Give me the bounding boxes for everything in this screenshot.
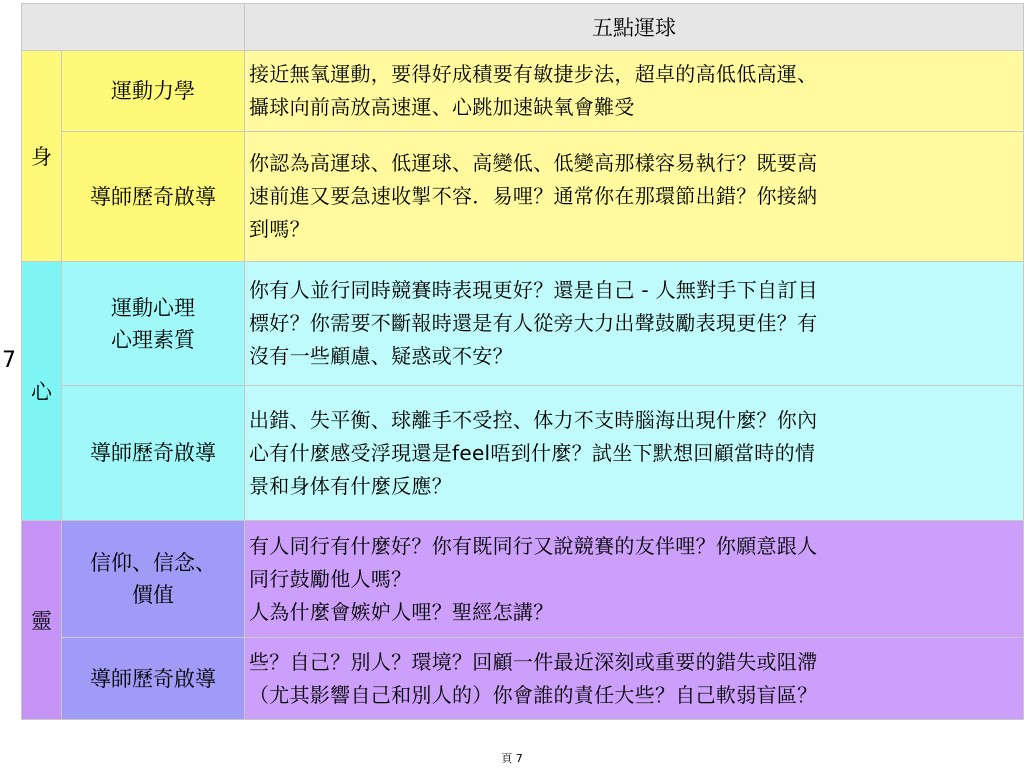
category-cell xyxy=(62,132,245,262)
description-cell xyxy=(245,262,1024,386)
description-line: 到嗎？ xyxy=(249,217,310,241)
description-line: 心有什麼感受浮現還是feel唔到什麼？試坐下默想回顧當時的情 xyxy=(249,440,816,465)
table-row xyxy=(22,386,1024,521)
section-label-spirit: 靈 xyxy=(22,521,62,720)
table-title: 五點運球 xyxy=(245,4,1024,51)
description-line: 人為什麼會嫉妒人哩？聖經怎講？ xyxy=(249,599,554,624)
description-line: 速前進又要急速收掣不容．易哩？通常你在那環節出錯？你接納 xyxy=(249,184,818,208)
description-line: 你認為高運球、低運球、高變低、低變高那樣容易執行？既要高 xyxy=(249,151,818,175)
section-label-body: 身 xyxy=(22,51,62,262)
table-row xyxy=(22,51,1024,132)
category-line: 運動力學 xyxy=(111,79,195,103)
description-cell xyxy=(245,521,1024,638)
side-page-number: 7 xyxy=(2,348,16,373)
description-cell xyxy=(245,638,1024,720)
description-line: （尤其影響自己和別人的）你會誰的責任大些？自己軟弱盲區？ xyxy=(249,682,818,707)
table-row xyxy=(22,521,1024,638)
category-line: 信仰、信念、 xyxy=(90,551,216,575)
description-line: 景和身体有什麼反應？ xyxy=(249,473,452,498)
category-cell xyxy=(62,638,245,720)
description-line: 標好？你需要不斷報時還是有人從旁大力出聲鼓勵表現更佳？有 xyxy=(249,311,818,335)
description-line: 出錯、失平衡、球離手不受控、体力不支時腦海出現什麼？你內 xyxy=(249,407,818,432)
category-cell xyxy=(62,521,245,638)
description-line: 有人同行有什麼好？你有既同行又說競賽的友伴哩？你願意跟人 xyxy=(249,533,818,558)
description-cell xyxy=(245,132,1024,262)
header-row xyxy=(22,4,1024,51)
description-line: 攝球向前高放高速運、心跳加速缺氧會難受 xyxy=(249,95,635,119)
description-line: 你有人並行同時競賽時表現更好？還是自己 - 人無對手下自訂目 xyxy=(249,278,818,302)
category-line: 心理素質 xyxy=(111,327,195,352)
description-line: 同行鼓勵他人嗎？ xyxy=(249,566,412,591)
category-line: 導師歷奇啟導 xyxy=(90,184,216,209)
table-row xyxy=(22,262,1024,386)
section-label-mind: 心 xyxy=(22,262,62,521)
table-row xyxy=(22,132,1024,262)
description-cell xyxy=(245,386,1024,521)
category-line: 導師歷奇啟導 xyxy=(90,666,216,691)
category-cell xyxy=(62,262,245,386)
description-line: 些？自己？別人？環境？回顧一件最近深刻或重要的錯失或阻滯 xyxy=(249,649,818,674)
content-table xyxy=(21,3,1024,720)
category-line: 價值 xyxy=(132,583,174,607)
description-line: 沒有一些顧慮、疑惑或不安？ xyxy=(249,344,513,368)
category-line: 導師歷奇啟導 xyxy=(90,441,216,465)
category-cell xyxy=(62,386,245,521)
table-row xyxy=(22,638,1024,720)
description-cell xyxy=(245,51,1024,132)
category-cell xyxy=(62,51,245,132)
category-line: 運動心理 xyxy=(111,295,195,320)
header-corner-cell xyxy=(22,4,245,51)
description-line: 接近無氧運動，要得好成積要有敏捷步法，超卓的高低低高運、 xyxy=(249,62,818,86)
page-footer: 頁 7 xyxy=(501,752,523,765)
